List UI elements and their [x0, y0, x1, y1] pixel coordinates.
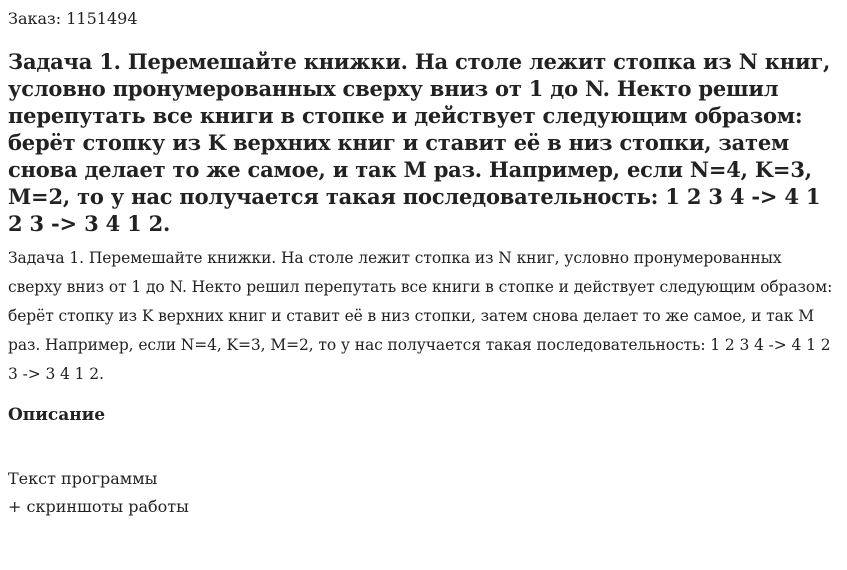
requirement-screenshots: + скриншоты работы — [8, 497, 189, 516]
description-body — [8, 465, 839, 521]
order-number: Заказ: 1151494 — [8, 9, 138, 28]
requirement-program-text: Текст программы — [8, 469, 158, 488]
task-text: Задача 1. Перемешайте книжки. На столе лежит стопка из N книг, условно пронумерованных сверху вниз от 1 до N. Некто решил перепутать все книги в стопке и действует следующим образом: берёт стопку из K верхних книг и ставит её в низ стопки, затем снова делает то же самое, и так M раз. Например, если N=4, K=3, M=2, то у нас получается такая последовательность: 1 2 3 4 -> 4 1 2 3 -> 3 4 1 2. — [8, 249, 833, 383]
task-title: Задача 1. Перемешайте книжки. На столе лежит стопка из N книг, условно пронумерованных сверху вниз от 1 до N. Некто решил перепутать все книги в стопке и действует следующим образом: берёт стопку из K верхних книг и ставит её в низ стопки, затем снова делает то же самое, и так M раз. Например, если N=4, K=3, M=2, то у нас получается такая последовательность: 1 2 3 4 -> 4 1 2 3 -> 3 4 1 2. — [8, 49, 831, 236]
description-heading: Описание — [8, 405, 106, 425]
